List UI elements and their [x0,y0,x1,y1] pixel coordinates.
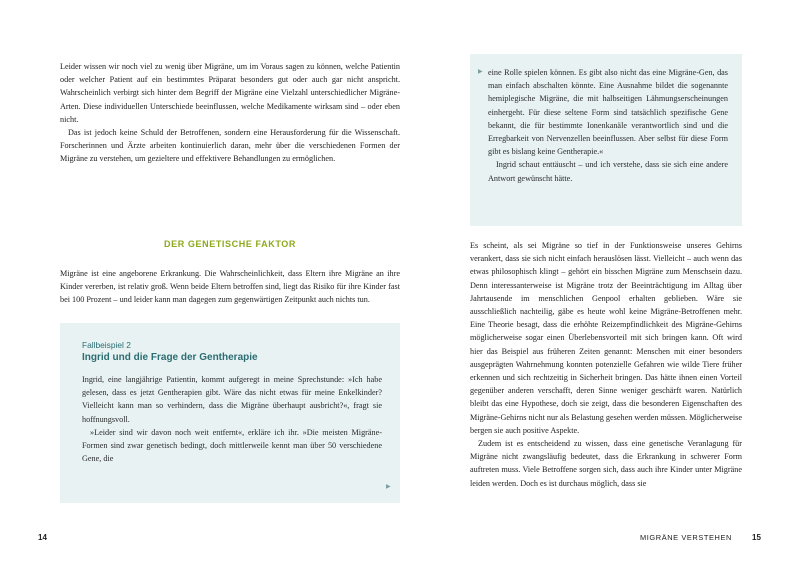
paragraph: eine Rolle spielen können. Es gibt also nicht das eine Migräne-Gen, das man einfach abschalten könnte. Eine Ausnahme bildet die sogenannte hemiplegische Migräne, die mit halbseitigen Lähmungserscheinungen einhergeht. Für diese seltene Form sind tatsächlich spezifische Gene bekannt, die für bestimmte Ionenkanäle verantwortlich sind und die Erregbarkeit von Nervenzellen beeinflussen. Aber selbst für diese Form gibt es bislang keine Gentherapie.« [488,68,728,157]
case-study-title: Ingrid und die Frage der Gentherapie [82,352,258,363]
page-number-right: 15 [752,533,761,542]
left-page-top-text [60,60,400,166]
case-study-box [60,323,400,503]
paragraph: Leider wissen wir noch viel zu wenig über Migräne, um im Voraus sagen zu können, welche Patientin oder welcher Patient auf ein bestimmtes Präparat besonders gut oder auch gar nicht anspricht. Wahrscheinlich verbirgt sich hinter dem Begriff der Migräne eine Vielzahl unterschiedlicher Migräne-Arten. Diese individuellen Unterschiede beeinflussen, welche Medikamente wirksam sind – oder eben nicht. [60,62,400,124]
section-heading: DER GENETISCHE FAKTOR [164,239,296,249]
paragraph: Das ist jedoch keine Schuld der Betroffenen, sondern eine Herausforderung für die Wissenschaft. Forscherinnen und Ärzte arbeiten kontinuierlich daran, mehr über die verschiedenen Formen der Migräne zu verstehen, um gezieltere und effektivere Behandlungen zu ermöglichen. [60,128,400,164]
paragraph: Ingrid schaut enttäuscht – und ich verstehe, dass sie sich eine andere Antwort gewünscht hätte. [488,160,728,183]
running-head: MIGRÄNE VERSTEHEN [640,533,732,542]
page-number-left: 14 [38,533,47,542]
left-page-section-text [60,267,400,307]
paragraph: Ingrid, eine langjährige Patientin, kommt aufgeregt in meine Sprechstunde: »Ich habe gelesen, dass es jetzt Gentherapien gibt. Wäre das nicht etwas für meine Enkelkinder? Vielleicht kann man so verhindern, dass die Migräne überhaupt ausbricht?«, fragt sie hoffnungsvoll. [82,375,382,424]
paragraph: Migräne ist eine angeborene Erkrankung. Die Wahrscheinlichkeit, dass Eltern ihre Migräne an ihre Kinder vererben, ist relativ groß. Wenn beide Eltern betroffen sind, liegt das Risiko für ihre Kinder fast bei 100 Prozent – und leider kann man dagegen zum gegenwärtigen Zeitpunkt auch nichts tun. [60,269,400,305]
case-study-kicker: Fallbeispiel 2 [82,340,131,350]
continue-arrow-icon: ▶ [478,68,483,75]
paragraph: »Leider sind wir davon noch weit entfernt«, erkläre ich ihr. »Die meisten Migräne-Formen sind zwar genetisch bedingt, doch mittlerweile kennt man über 50 verschiedene Gene, die [82,427,382,464]
paragraph: Zudem ist es entscheidend zu wissen, dass eine genetische Veranlagung für Migräne nicht zwangsläufig bedeutet, dass die Erkrankung in schwerer Form auftreten muss. Viele Betroffene sorgen sich, dass auch ihre Kinder unter Migräne leiden werden. Doch es ist durchaus möglich, dass sie [470,439,742,488]
case-study-box-continued [470,54,742,226]
paragraph: Es scheint, als sei Migräne so tief in der Funktionsweise unseres Gehirns verankert, dass sie sich nicht einfach herauslösen lässt. Vielleicht – auch wenn das etwas philosophisch klingt – gehört ein bisschen Migräne zum Menschsein dazu. Denn interessanterweise ist Migräne trotz der Beeinträchtigung im Alltag über Jahrtausende im menschlichen Genpool erhalten geblieben. Wäre sie ausschließlich nachteilig, gäbe es heute wohl keine Migräne-Betroffenen mehr. Eine Theorie besagt, dass die erhöhte Reizempfindlichkeit des Migräne-Gehirns möglicherweise sogar einen Überlebensvorteil mit sich bringen kann. Oft wird hier das Beispiel aus früheren Zeiten genannt: Menschen mit einer besonders ausgeprägten Wahrnehmung konnten potenzielle Gefahren wie wilde Tiere früher erkennen und sich rechtzeitig in Sicherheit bringen. Das hätte ihnen einen Vorteil gegenüber anderen verschafft, deren Sinne weniger geschärft waren. Natürlich bleibt das eine Hypothese, doch sie zeigt, dass die besonderen Eigenschaften des Migräne-Gehirns nicht nur als Belastung gesehen werden müssen. Möglicherweise bergen sie auch positive Aspekte. [470,241,742,435]
right-page-body-text [470,239,742,490]
continue-arrow-icon: ▶ [386,483,391,490]
